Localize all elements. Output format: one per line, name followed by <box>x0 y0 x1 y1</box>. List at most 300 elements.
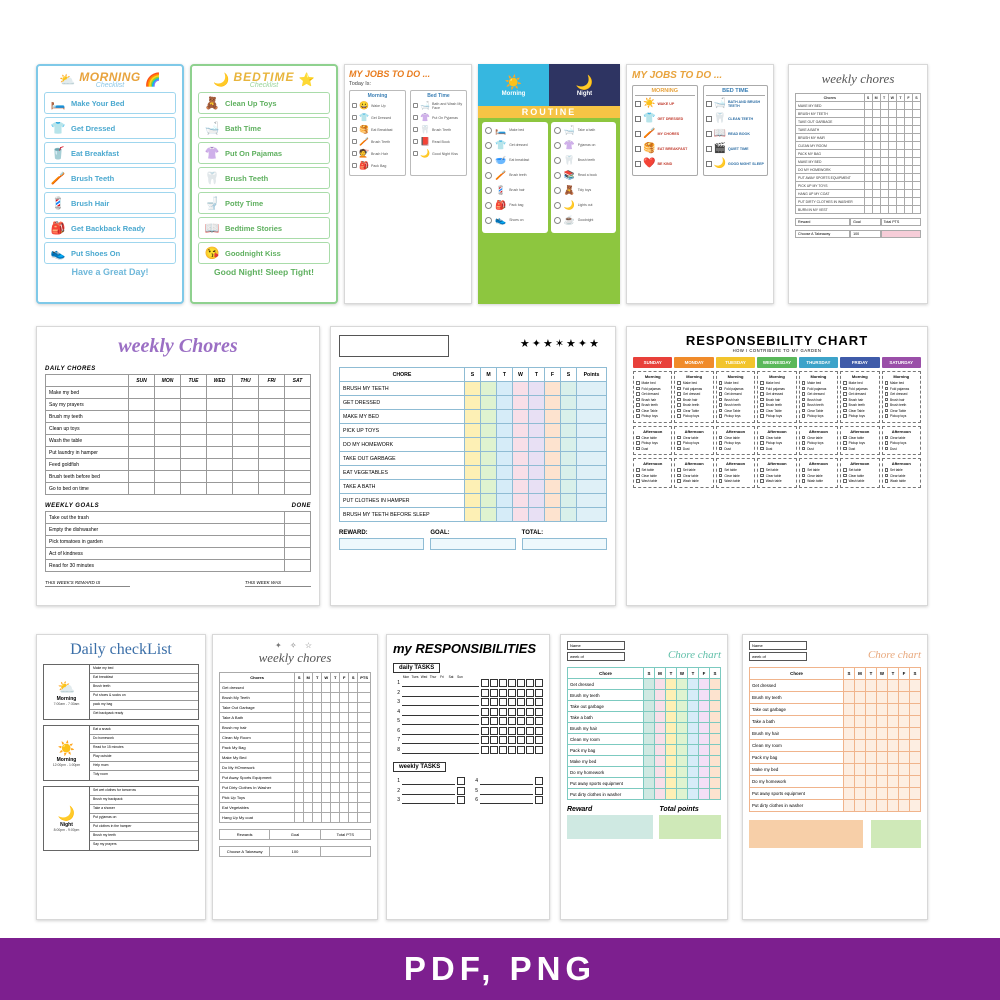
wcs-check-cell[interactable] <box>905 142 913 150</box>
checkbox[interactable] <box>677 392 681 396</box>
rc-task-row[interactable] <box>677 479 710 483</box>
wcs-check-cell[interactable] <box>872 110 880 118</box>
wcs-check-cell[interactable] <box>913 118 921 126</box>
wcs-check-cell[interactable] <box>897 182 905 190</box>
table-row[interactable] <box>796 150 921 158</box>
cpz-check-cell[interactable] <box>844 764 855 776</box>
checkbox[interactable] <box>636 441 640 445</box>
checkbox[interactable] <box>677 474 681 478</box>
rc-task-row[interactable] <box>719 479 752 483</box>
rc-task-row[interactable] <box>636 436 669 440</box>
wcs-check-cell[interactable] <box>864 102 872 110</box>
checkbox[interactable] <box>677 414 681 418</box>
rc-task-row[interactable] <box>677 474 710 478</box>
table-row[interactable] <box>220 763 371 773</box>
table-row[interactable] <box>220 743 371 753</box>
wc2-check-cell[interactable] <box>340 723 349 733</box>
wc2-check-cell[interactable] <box>349 803 358 813</box>
wc2-check-cell[interactable] <box>331 753 340 763</box>
wcs-check-cell[interactable] <box>872 126 880 134</box>
wc2-check-cell[interactable] <box>295 693 304 703</box>
cp-check-cell[interactable] <box>465 508 481 522</box>
cp-check-cell[interactable] <box>513 410 529 424</box>
checkbox[interactable] <box>760 403 764 407</box>
checkbox[interactable] <box>508 727 516 735</box>
wc2-check-cell[interactable] <box>349 783 358 793</box>
cpz-check-cell[interactable] <box>866 680 877 692</box>
ct-check-cell[interactable] <box>644 756 655 767</box>
ct-check-cell[interactable] <box>710 723 721 734</box>
cpz-check-cell[interactable] <box>866 752 877 764</box>
cp-check-cell[interactable] <box>481 466 497 480</box>
cpz-check-cell[interactable] <box>855 680 866 692</box>
table-row[interactable] <box>796 166 921 174</box>
checkbox[interactable] <box>802 387 806 391</box>
routine-row[interactable] <box>554 200 614 211</box>
rc-task-row[interactable] <box>719 441 752 445</box>
rc-task-row[interactable] <box>802 398 835 402</box>
wcs-check-cell[interactable] <box>897 134 905 142</box>
wcb-check-cell[interactable] <box>259 399 285 411</box>
mr-task-row[interactable] <box>393 679 543 687</box>
wcs-check-cell[interactable] <box>913 198 921 206</box>
wc2-check-cell[interactable] <box>349 813 358 823</box>
wcs-check-cell[interactable] <box>864 206 872 214</box>
morning-item[interactable] <box>44 167 176 189</box>
checkbox[interactable] <box>885 436 889 440</box>
wcs-check-cell[interactable] <box>880 206 888 214</box>
checkbox[interactable] <box>802 392 806 396</box>
ct-check-cell[interactable] <box>699 712 710 723</box>
ct-check-cell[interactable] <box>655 701 666 712</box>
rc-task-row[interactable] <box>636 387 669 391</box>
ct-check-cell[interactable] <box>655 756 666 767</box>
cpz-check-cell[interactable] <box>888 728 899 740</box>
rc-task-row[interactable] <box>885 403 918 407</box>
rc-task-row[interactable] <box>843 479 876 483</box>
cpz-check-cell[interactable] <box>910 704 921 716</box>
cpz-check-cell[interactable] <box>899 752 910 764</box>
dc-task-row[interactable]: Make my bed <box>90 665 198 674</box>
ct-check-cell[interactable] <box>644 745 655 756</box>
jobs1-row[interactable] <box>352 161 403 170</box>
ct-check-cell[interactable] <box>677 712 688 723</box>
wc2-check-cell[interactable] <box>304 773 313 783</box>
cpz-check-cell[interactable] <box>899 680 910 692</box>
mr-weekly-row[interactable] <box>393 777 465 785</box>
cp-check-cell[interactable] <box>465 438 481 452</box>
checkbox[interactable] <box>802 398 806 402</box>
daily-checklist-sheet[interactable] <box>36 634 206 920</box>
table-row[interactable] <box>796 174 921 182</box>
table-row[interactable] <box>340 494 607 508</box>
cp-check-cell[interactable] <box>513 424 529 438</box>
mr-task-row[interactable] <box>393 746 543 754</box>
radio-circle[interactable] <box>485 172 492 179</box>
wc2-check-cell[interactable] <box>295 733 304 743</box>
ct-check-cell[interactable] <box>710 712 721 723</box>
cp-check-cell[interactable] <box>465 452 481 466</box>
ct-check-cell[interactable] <box>677 679 688 690</box>
wcs-check-cell[interactable] <box>888 134 896 142</box>
cpz-check-cell[interactable] <box>877 740 888 752</box>
wcb-check-cell[interactable] <box>259 483 285 495</box>
wc2-check-cell[interactable] <box>295 703 304 713</box>
checkbox[interactable] <box>517 698 525 706</box>
wcb-check-cell[interactable] <box>181 411 207 423</box>
wc2-check-cell[interactable] <box>322 713 331 723</box>
wc2-pts-cell[interactable] <box>358 713 371 723</box>
jobs1-row[interactable] <box>352 113 403 122</box>
rc-task-row[interactable] <box>677 409 710 413</box>
table-row[interactable] <box>340 452 607 466</box>
table-row[interactable] <box>796 190 921 198</box>
wcb-check-cell[interactable] <box>129 483 155 495</box>
wcb-check-cell[interactable] <box>155 459 181 471</box>
cpz-check-cell[interactable] <box>855 740 866 752</box>
wcs-check-cell[interactable] <box>905 102 913 110</box>
cp-check-cell[interactable] <box>529 424 545 438</box>
dc-task-row[interactable]: Put clothes in the hamper <box>90 823 198 832</box>
checkbox[interactable] <box>490 698 498 706</box>
ct-check-cell[interactable] <box>666 723 677 734</box>
rc-task-row[interactable] <box>760 436 793 440</box>
cp-check-cell[interactable] <box>497 508 513 522</box>
cp-check-cell[interactable] <box>529 382 545 396</box>
rc-task-row[interactable] <box>885 468 918 472</box>
ct-check-cell[interactable] <box>688 690 699 701</box>
table-row[interactable] <box>340 508 607 522</box>
checkbox[interactable] <box>760 381 764 385</box>
cp-check-cell[interactable] <box>545 480 561 494</box>
wc2-check-cell[interactable] <box>304 713 313 723</box>
checkbox[interactable] <box>526 689 534 697</box>
ct-check-cell[interactable] <box>644 690 655 701</box>
cpz-check-cell[interactable] <box>910 776 921 788</box>
wcs-check-cell[interactable] <box>897 190 905 198</box>
checkbox[interactable] <box>413 139 418 144</box>
cpz-check-cell[interactable] <box>855 776 866 788</box>
cpz-check-cell[interactable] <box>888 800 899 812</box>
ct-check-cell[interactable] <box>644 679 655 690</box>
wcb-check-cell[interactable] <box>259 459 285 471</box>
wcb-check-cell[interactable] <box>285 447 311 459</box>
table-row[interactable] <box>750 776 921 788</box>
wc2-check-cell[interactable] <box>349 743 358 753</box>
wc2-check-cell[interactable] <box>322 723 331 733</box>
radio-circle[interactable] <box>554 217 561 224</box>
ct-check-cell[interactable] <box>666 789 677 800</box>
cp-check-cell[interactable] <box>513 452 529 466</box>
checkbox[interactable] <box>802 468 806 472</box>
rc-task-row[interactable] <box>719 447 752 451</box>
cpz-check-cell[interactable] <box>877 764 888 776</box>
wcs-check-cell[interactable] <box>880 134 888 142</box>
cp-points-cell[interactable] <box>577 382 607 396</box>
wcb-check-cell[interactable] <box>233 411 259 423</box>
ct-check-cell[interactable] <box>655 778 666 789</box>
checkbox[interactable] <box>843 403 847 407</box>
cpz-check-cell[interactable] <box>888 776 899 788</box>
table-row[interactable] <box>568 679 721 690</box>
wc2-check-cell[interactable] <box>304 793 313 803</box>
wc2-check-cell[interactable] <box>304 753 313 763</box>
cpz-check-cell[interactable] <box>877 776 888 788</box>
ct-check-cell[interactable] <box>677 756 688 767</box>
mr-task-row[interactable] <box>393 736 543 744</box>
table-row[interactable] <box>750 788 921 800</box>
table-row[interactable] <box>340 410 607 424</box>
wcs-check-cell[interactable] <box>872 206 880 214</box>
checkbox[interactable] <box>802 381 806 385</box>
checkbox[interactable] <box>719 387 723 391</box>
table-row[interactable] <box>796 102 921 110</box>
cp-points-cell[interactable] <box>577 438 607 452</box>
checkbox[interactable] <box>636 403 640 407</box>
cpz-check-cell[interactable] <box>866 716 877 728</box>
wcs-check-cell[interactable] <box>905 198 913 206</box>
wcs-check-cell[interactable] <box>880 126 888 134</box>
checkbox[interactable] <box>508 736 516 744</box>
wc2-check-cell[interactable] <box>313 803 322 813</box>
table-row[interactable] <box>220 753 371 763</box>
mr-write-line[interactable] <box>402 746 479 754</box>
rc-task-row[interactable] <box>636 403 669 407</box>
wcs-check-cell[interactable] <box>905 134 913 142</box>
ct-check-cell[interactable] <box>688 745 699 756</box>
wc2-pts-cell[interactable] <box>358 783 371 793</box>
wc2-pts-cell[interactable] <box>358 763 371 773</box>
table-row[interactable] <box>220 703 371 713</box>
table-row[interactable] <box>46 387 311 399</box>
cpz-check-cell[interactable] <box>855 752 866 764</box>
wcs-check-cell[interactable] <box>888 174 896 182</box>
cpz-check-cell[interactable] <box>888 764 899 776</box>
rc-task-row[interactable] <box>677 403 710 407</box>
rc-task-row[interactable] <box>636 447 669 451</box>
wcb-check-cell[interactable] <box>259 423 285 435</box>
radio-circle[interactable] <box>554 187 561 194</box>
wc2-check-cell[interactable] <box>331 713 340 723</box>
cpz-check-cell[interactable] <box>910 764 921 776</box>
cpz-check-cell[interactable] <box>844 776 855 788</box>
wcs-total-value[interactable] <box>881 230 921 238</box>
checkbox[interactable] <box>677 436 681 440</box>
rc-task-row[interactable] <box>760 474 793 478</box>
checkbox[interactable] <box>457 796 465 804</box>
routine-row[interactable] <box>485 170 545 181</box>
rc-task-row[interactable] <box>843 409 876 413</box>
wcb-check-cell[interactable] <box>259 447 285 459</box>
jobs2-row[interactable] <box>635 113 695 124</box>
wc2-check-cell[interactable] <box>331 683 340 693</box>
rc-task-row[interactable] <box>677 436 710 440</box>
routine-poster-sheet[interactable] <box>478 64 620 304</box>
table-row[interactable] <box>46 536 311 548</box>
ct-check-cell[interactable] <box>710 679 721 690</box>
wcs-check-cell[interactable] <box>897 142 905 150</box>
checkbox[interactable] <box>706 161 712 167</box>
mr-write-line[interactable] <box>480 777 533 785</box>
checkbox[interactable] <box>843 436 847 440</box>
routine-row[interactable] <box>554 125 614 136</box>
wc2-check-cell[interactable] <box>313 813 322 823</box>
checkbox[interactable] <box>760 409 764 413</box>
wc2-check-cell[interactable] <box>322 743 331 753</box>
wc2-check-cell[interactable] <box>322 703 331 713</box>
table-row[interactable] <box>46 459 311 471</box>
ct-check-cell[interactable] <box>710 701 721 712</box>
rc-task-row[interactable] <box>636 474 669 478</box>
cp-check-cell[interactable] <box>545 410 561 424</box>
rc-task-row[interactable] <box>760 381 793 385</box>
checkbox[interactable] <box>706 101 712 107</box>
checkbox[interactable] <box>526 717 534 725</box>
ct-check-cell[interactable] <box>644 701 655 712</box>
checkbox[interactable] <box>760 441 764 445</box>
dc-task-row[interactable]: Put pyjamas on <box>90 814 198 823</box>
checkbox[interactable] <box>457 787 465 795</box>
ct-check-cell[interactable] <box>710 745 721 756</box>
table-row[interactable] <box>220 713 371 723</box>
wc2-check-cell[interactable] <box>313 713 322 723</box>
rc-task-row[interactable] <box>843 447 876 451</box>
table-row[interactable] <box>220 723 371 733</box>
table-row[interactable] <box>796 158 921 166</box>
wc2-check-cell[interactable] <box>322 773 331 783</box>
checkbox[interactable] <box>802 414 806 418</box>
ct-check-cell[interactable] <box>699 745 710 756</box>
table-row[interactable] <box>46 483 311 495</box>
rc-task-row[interactable] <box>719 409 752 413</box>
cp-points-cell[interactable] <box>577 396 607 410</box>
wcb-check-cell[interactable] <box>129 447 155 459</box>
jobs1-row[interactable] <box>413 125 464 134</box>
wcs-check-cell[interactable] <box>872 134 880 142</box>
checkbox[interactable] <box>526 727 534 735</box>
cp-goal-field[interactable] <box>430 538 515 550</box>
ct-check-cell[interactable] <box>655 734 666 745</box>
wcb-check-cell[interactable] <box>155 435 181 447</box>
cpz-check-cell[interactable] <box>899 788 910 800</box>
radio-circle[interactable] <box>485 142 492 149</box>
cpz-check-cell[interactable] <box>866 788 877 800</box>
checkbox[interactable] <box>677 387 681 391</box>
rc-task-row[interactable] <box>802 474 835 478</box>
bedtime-item[interactable] <box>198 142 330 164</box>
wc2-check-cell[interactable] <box>340 773 349 783</box>
dc-task-row[interactable]: Get backpack ready <box>93 711 124 715</box>
radio-circle[interactable] <box>554 127 561 134</box>
table-row[interactable] <box>568 767 721 778</box>
rc-task-row[interactable] <box>719 436 752 440</box>
dc-task-row[interactable]: Help mum <box>90 762 198 771</box>
jobs1-row[interactable] <box>352 149 403 158</box>
checkbox[interactable] <box>885 447 889 451</box>
ct-reward-box[interactable] <box>567 815 653 839</box>
wc2-goal-value[interactable]: 100 <box>270 847 320 856</box>
wcs-reward-value[interactable]: Choose A Takeaway <box>795 230 850 238</box>
cp-check-cell[interactable] <box>481 508 497 522</box>
cpz-check-cell[interactable] <box>855 800 866 812</box>
mr-write-line[interactable] <box>402 736 479 744</box>
cp-points-cell[interactable] <box>577 424 607 438</box>
checkbox[interactable] <box>526 698 534 706</box>
rc-task-row[interactable] <box>885 392 918 396</box>
ct-total-box[interactable] <box>659 815 721 839</box>
checkbox[interactable] <box>760 414 764 418</box>
ct-check-cell[interactable] <box>677 767 688 778</box>
cpz-check-cell[interactable] <box>866 692 877 704</box>
checkbox[interactable] <box>490 689 498 697</box>
wc2-check-cell[interactable] <box>331 793 340 803</box>
cpz-check-cell[interactable] <box>888 704 899 716</box>
chore-chart-teal-sheet[interactable] <box>560 634 728 920</box>
wcs-check-cell[interactable] <box>905 174 913 182</box>
wcb-check-cell[interactable] <box>155 471 181 483</box>
checkbox[interactable] <box>499 708 507 716</box>
wc2-check-cell[interactable] <box>322 803 331 813</box>
checkbox[interactable] <box>677 441 681 445</box>
ct-check-cell[interactable] <box>699 789 710 800</box>
checkbox[interactable] <box>490 708 498 716</box>
table-row[interactable] <box>340 424 607 438</box>
wcb-check-cell[interactable] <box>233 399 259 411</box>
wc2-check-cell[interactable] <box>295 813 304 823</box>
checkbox[interactable] <box>490 717 498 725</box>
ct-check-cell[interactable] <box>688 789 699 800</box>
ct-check-cell[interactable] <box>666 756 677 767</box>
rc-task-row[interactable] <box>760 387 793 391</box>
checkbox[interactable] <box>885 414 889 418</box>
morning-checklist-sheet[interactable] <box>36 64 184 304</box>
ct-check-cell[interactable] <box>677 690 688 701</box>
table-row[interactable] <box>220 803 371 813</box>
wcs-check-cell[interactable] <box>864 110 872 118</box>
cpz-check-cell[interactable] <box>855 704 866 716</box>
checkbox[interactable] <box>719 441 723 445</box>
dc-task-row[interactable]: Tidy room <box>93 772 108 776</box>
wc2-check-cell[interactable] <box>313 693 322 703</box>
wcs-check-cell[interactable] <box>888 166 896 174</box>
cpz-check-cell[interactable] <box>866 704 877 716</box>
jobs-chart-1-sheet[interactable] <box>344 64 472 304</box>
table-row[interactable] <box>750 716 921 728</box>
checkbox[interactable] <box>535 796 543 804</box>
cpz-check-cell[interactable] <box>910 788 921 800</box>
chore-chart-peach-sheet[interactable] <box>742 634 928 920</box>
checkbox[interactable] <box>802 474 806 478</box>
mr-weekly-row[interactable] <box>471 796 543 804</box>
cp-check-cell[interactable] <box>465 424 481 438</box>
table-row[interactable] <box>568 712 721 723</box>
dc-task-row[interactable]: Put shoes & socks on <box>90 692 198 701</box>
rc-task-row[interactable] <box>885 414 918 418</box>
cpz-check-cell[interactable] <box>888 788 899 800</box>
wcs-check-cell[interactable] <box>905 166 913 174</box>
checkbox[interactable] <box>526 708 534 716</box>
wcs-check-cell[interactable] <box>864 190 872 198</box>
radio-circle[interactable] <box>485 127 492 134</box>
wcb-check-cell[interactable] <box>181 399 207 411</box>
rc-task-row[interactable] <box>802 436 835 440</box>
wcs-check-cell[interactable] <box>897 126 905 134</box>
table-row[interactable] <box>750 704 921 716</box>
wcb-check-cell[interactable] <box>129 459 155 471</box>
cp-check-cell[interactable] <box>529 508 545 522</box>
rc-task-row[interactable] <box>636 414 669 418</box>
wcs-check-cell[interactable] <box>905 206 913 214</box>
